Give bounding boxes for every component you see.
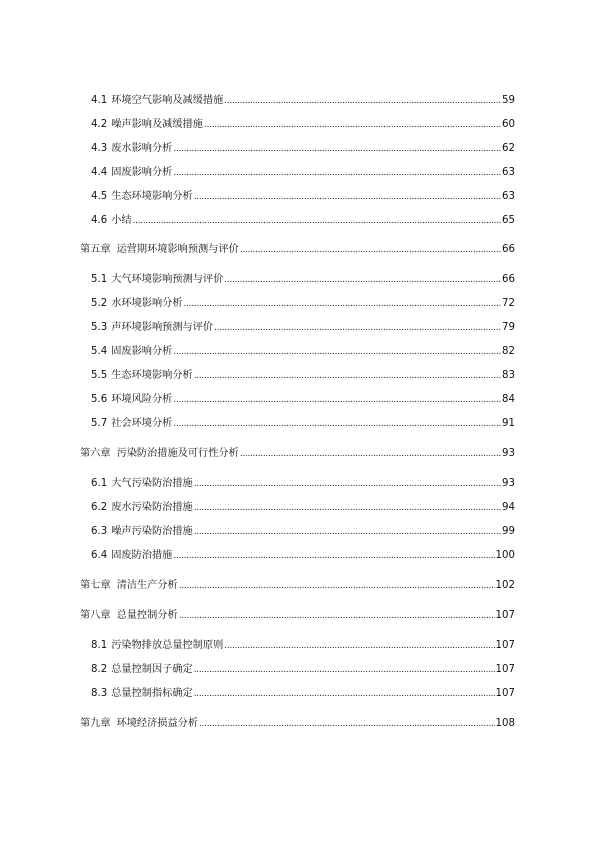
toc-number: 6.2 (91, 502, 108, 513)
dot-leader (179, 609, 495, 623)
toc-page-number: 60 (502, 119, 515, 130)
dot-leader (204, 118, 501, 132)
toc-entry[interactable] (91, 118, 515, 132)
dot-leader (224, 639, 494, 653)
toc-page-number: 65 (502, 215, 515, 226)
toc-title: 固废影响分析 (111, 167, 173, 178)
toc-number: 8.2 (91, 664, 108, 675)
toc-entry-chapter[interactable] (80, 243, 515, 257)
dot-leader (173, 142, 501, 156)
chapter-number: 第九章 (80, 718, 111, 729)
toc-title: 噪声影响及减缓措施 (111, 119, 203, 130)
dot-leader (240, 447, 501, 461)
toc-title: 大气环境影响预测与评价 (111, 274, 224, 285)
toc-title: 废水污染防治措施 (111, 502, 193, 513)
toc-page-number: 63 (502, 191, 515, 202)
chapter-title: 总量控制分析 (116, 610, 178, 621)
toc-number: 5.2 (91, 298, 108, 309)
dot-leader (173, 417, 501, 431)
toc-page-number: 91 (502, 418, 515, 429)
toc-page-number: 79 (502, 322, 515, 333)
dot-leader (194, 687, 495, 701)
dot-leader (194, 525, 501, 539)
toc-entry[interactable] (91, 549, 515, 563)
toc-page-number: 107 (495, 664, 515, 675)
dot-leader (173, 345, 501, 359)
toc-number: 6.1 (91, 478, 108, 489)
toc-title: 生态环境影响分析 (111, 370, 193, 381)
toc-title: 废水影响分析 (111, 143, 173, 154)
chapter-number: 第五章 (80, 244, 111, 255)
toc-title: 声环境影响预测与评价 (111, 322, 214, 333)
toc-title: 噪声污染防治措施 (111, 526, 193, 537)
toc-number: 5.1 (91, 274, 108, 285)
toc-entry[interactable] (91, 525, 515, 539)
dot-leader (194, 369, 501, 383)
chapter-number: 第八章 (80, 610, 111, 621)
toc-page-number: 108 (495, 718, 515, 729)
dot-leader (199, 717, 494, 731)
dot-leader (194, 501, 501, 515)
toc-number: 6.4 (91, 550, 108, 561)
dot-leader (194, 190, 501, 204)
toc-number: 5.4 (91, 346, 108, 357)
toc-number: 4.5 (91, 191, 108, 202)
toc-number: 4.2 (91, 119, 108, 130)
toc-entry[interactable] (91, 687, 515, 701)
toc-title: 社会环境分析 (111, 418, 173, 429)
toc-title: 生态环境影响分析 (111, 191, 193, 202)
toc-entry[interactable] (91, 393, 515, 407)
toc-number: 5.7 (91, 418, 108, 429)
toc-page-number: 66 (502, 244, 515, 255)
toc-entry[interactable] (91, 501, 515, 515)
toc-page-number: 107 (495, 688, 515, 699)
toc-title: 大气污染防治措施 (111, 478, 193, 489)
dot-leader (194, 477, 501, 491)
toc-title: 固废防治措施 (111, 550, 173, 561)
toc-entry[interactable] (91, 477, 515, 491)
chapter-title: 清洁生产分析 (116, 580, 178, 591)
toc-number: 5.5 (91, 370, 108, 381)
toc-title: 固废影响分析 (111, 346, 173, 357)
toc-page-number: 93 (502, 478, 515, 489)
toc-entry[interactable] (91, 417, 515, 431)
toc-page-number: 94 (502, 502, 515, 513)
dot-leader (179, 579, 495, 593)
toc-number: 5.6 (91, 394, 108, 405)
toc-number: 4.6 (91, 215, 108, 226)
toc-title: 总量控制指标确定 (111, 688, 193, 699)
toc-entry[interactable] (91, 369, 515, 383)
dot-leader (224, 94, 501, 108)
toc-entry[interactable] (91, 94, 515, 108)
toc-entry[interactable] (91, 297, 515, 311)
toc-page-number: 83 (502, 370, 515, 381)
dot-leader (173, 393, 501, 407)
toc-number: 5.3 (91, 322, 108, 333)
toc-entry[interactable] (91, 190, 515, 204)
toc-entry-chapter[interactable] (80, 717, 515, 731)
dot-leader (173, 166, 501, 180)
toc-number: 4.3 (91, 143, 108, 154)
toc-entry[interactable] (91, 214, 515, 228)
toc-entry[interactable] (91, 142, 515, 156)
toc-number: 6.3 (91, 526, 108, 537)
toc-entry-chapter[interactable] (80, 579, 515, 593)
toc-number: 4.1 (91, 95, 108, 106)
toc-entry[interactable] (91, 663, 515, 677)
toc-entry[interactable] (91, 273, 515, 287)
toc-title: 污染物排放总量控制原则 (111, 640, 224, 651)
toc-entry[interactable] (91, 321, 515, 335)
dot-leader (184, 297, 502, 311)
toc-page-number: 93 (502, 448, 515, 459)
toc-title: 小结 (111, 215, 132, 226)
toc-page-number: 63 (502, 167, 515, 178)
dot-leader (133, 214, 501, 228)
chapter-number: 第六章 (80, 448, 111, 459)
chapter-title: 环境经济损益分析 (116, 718, 199, 729)
toc-entry[interactable] (91, 345, 515, 359)
dot-leader (214, 321, 501, 335)
toc-title: 水环境影响分析 (111, 298, 183, 309)
toc-page-number: 100 (495, 550, 515, 561)
toc-number: 8.3 (91, 688, 108, 699)
toc-page-number: 72 (502, 298, 515, 309)
toc-page-number: 84 (502, 394, 515, 405)
dot-leader (173, 549, 494, 563)
toc-page-number: 99 (502, 526, 515, 537)
toc-number: 4.4 (91, 167, 108, 178)
toc-title: 环境风险分析 (111, 394, 173, 405)
chapter-number: 第七章 (80, 580, 111, 591)
dot-leader (194, 663, 495, 677)
toc-title: 环境空气影响及减缓措施 (111, 95, 224, 106)
toc-title: 总量控制因子确定 (111, 664, 193, 675)
dot-leader (224, 273, 501, 287)
toc-entry[interactable] (91, 639, 515, 653)
toc-page-number: 66 (502, 274, 515, 285)
toc-number: 8.1 (91, 640, 108, 651)
toc-page-number: 107 (495, 640, 515, 651)
chapter-title: 运营期环境影响预测与评价 (116, 244, 239, 255)
toc-page-number: 107 (495, 610, 515, 621)
toc-entry[interactable] (91, 166, 515, 180)
toc-page-number: 59 (502, 95, 515, 106)
toc-page-number: 62 (502, 143, 515, 154)
toc-entry-chapter[interactable] (80, 609, 515, 623)
chapter-title: 污染防治措施及可行性分析 (116, 448, 239, 459)
toc-page-number: 102 (495, 580, 515, 591)
toc-entry-chapter[interactable] (80, 447, 515, 461)
dot-leader (240, 243, 501, 257)
toc-page-number: 82 (502, 346, 515, 357)
